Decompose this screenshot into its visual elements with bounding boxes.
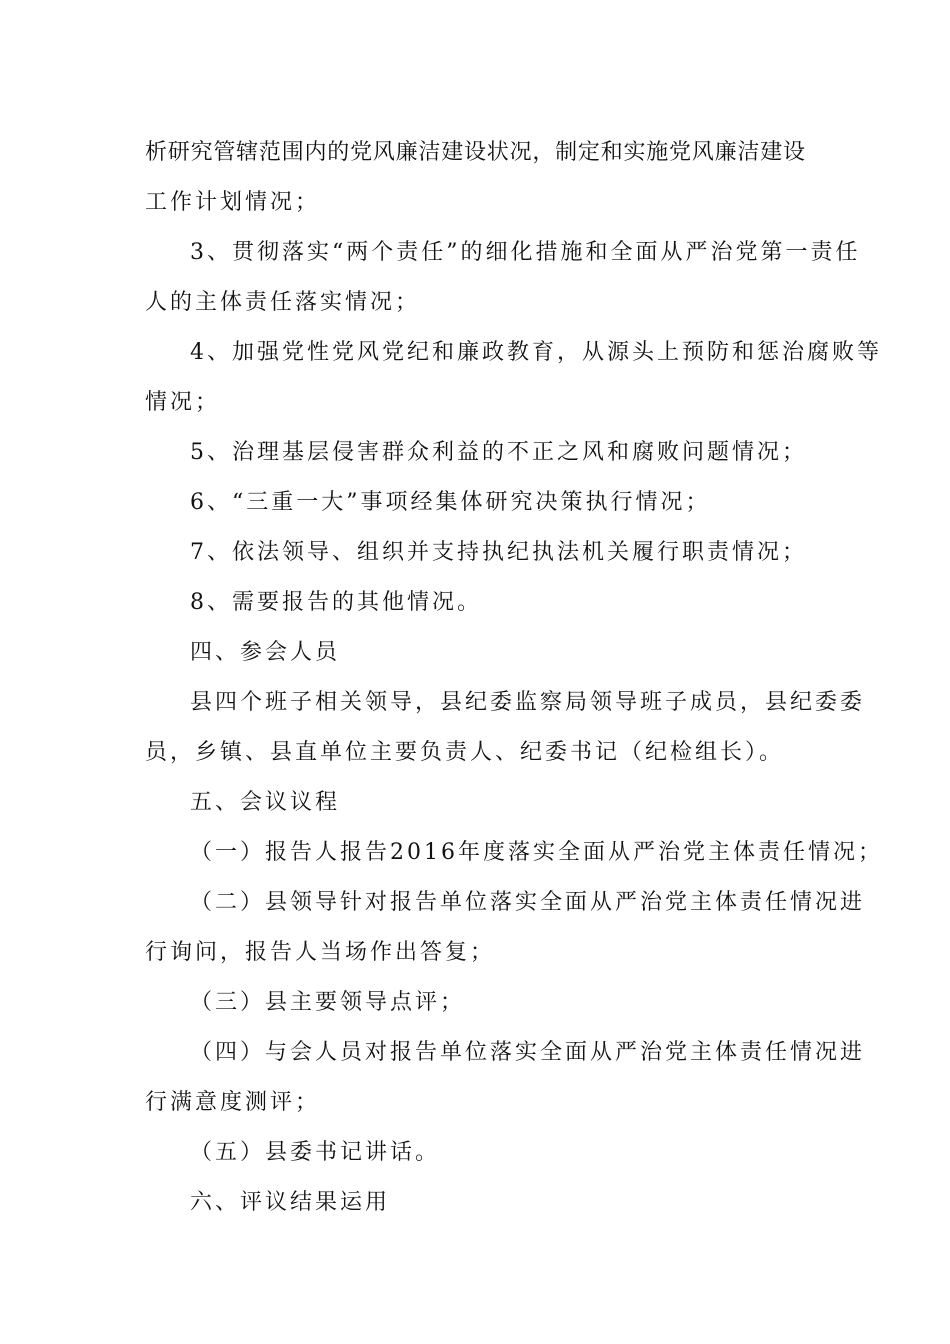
- list-item-4: 4、加强党性党风党纪和廉政教育，从源头上预防和惩治腐败等: [190, 340, 882, 365]
- agenda-item-2-continuation: 行询问，报告人当场作出答复；: [145, 940, 496, 965]
- list-item-7: 7、依法领导、组织并支持执纪执法机关履行职责情况；: [190, 540, 807, 565]
- paragraph-line: 员，乡镇、县直单位主要负责人、纪委书记（纪检组长）。: [145, 740, 785, 765]
- paragraph-line: 析研究管辖范围内的党风廉洁建设状况，制定和实施党风廉洁建设: [145, 140, 805, 165]
- section-heading-attendees: 四、参会人员: [190, 640, 341, 665]
- list-item-5: 5、治理基层侵害群众利益的不正之风和腐败问题情况；: [190, 440, 807, 465]
- paragraph-line: 工作计划情况；: [145, 190, 321, 215]
- agenda-item-4-continuation: 行满意度测评；: [145, 1090, 321, 1115]
- agenda-item-1: （一）报告人报告2016年度落实全面从严治党主体责任情况；: [190, 840, 883, 865]
- list-item-6: 6、“三重一大”事项经集体研究决策执行情况；: [190, 490, 711, 515]
- list-item-3: 3、贯彻落实“两个责任”的细化措施和全面从严治党第一责任: [190, 240, 861, 265]
- agenda-item-5: （五）县委书记讲话。: [190, 1140, 441, 1165]
- section-heading-results: 六、评议结果运用: [190, 1190, 391, 1215]
- agenda-item-2: （二）县领导针对报告单位落实全面从严治党主体责任情况进: [190, 890, 866, 915]
- list-item-3-continuation: 人的主体责任落实情况；: [145, 290, 421, 315]
- agenda-item-4: （四）与会人员对报告单位落实全面从严治党主体责任情况进: [190, 1040, 866, 1065]
- section-heading-agenda: 五、会议议程: [190, 790, 341, 815]
- list-item-4-continuation: 情况；: [145, 390, 221, 415]
- paragraph-line: 县四个班子相关领导，县纪委监察局领导班子成员，县纪委委: [190, 690, 866, 715]
- list-item-8: 8、需要报告的其他情况。: [190, 590, 482, 615]
- agenda-item-3: （三）县主要领导点评；: [190, 990, 466, 1015]
